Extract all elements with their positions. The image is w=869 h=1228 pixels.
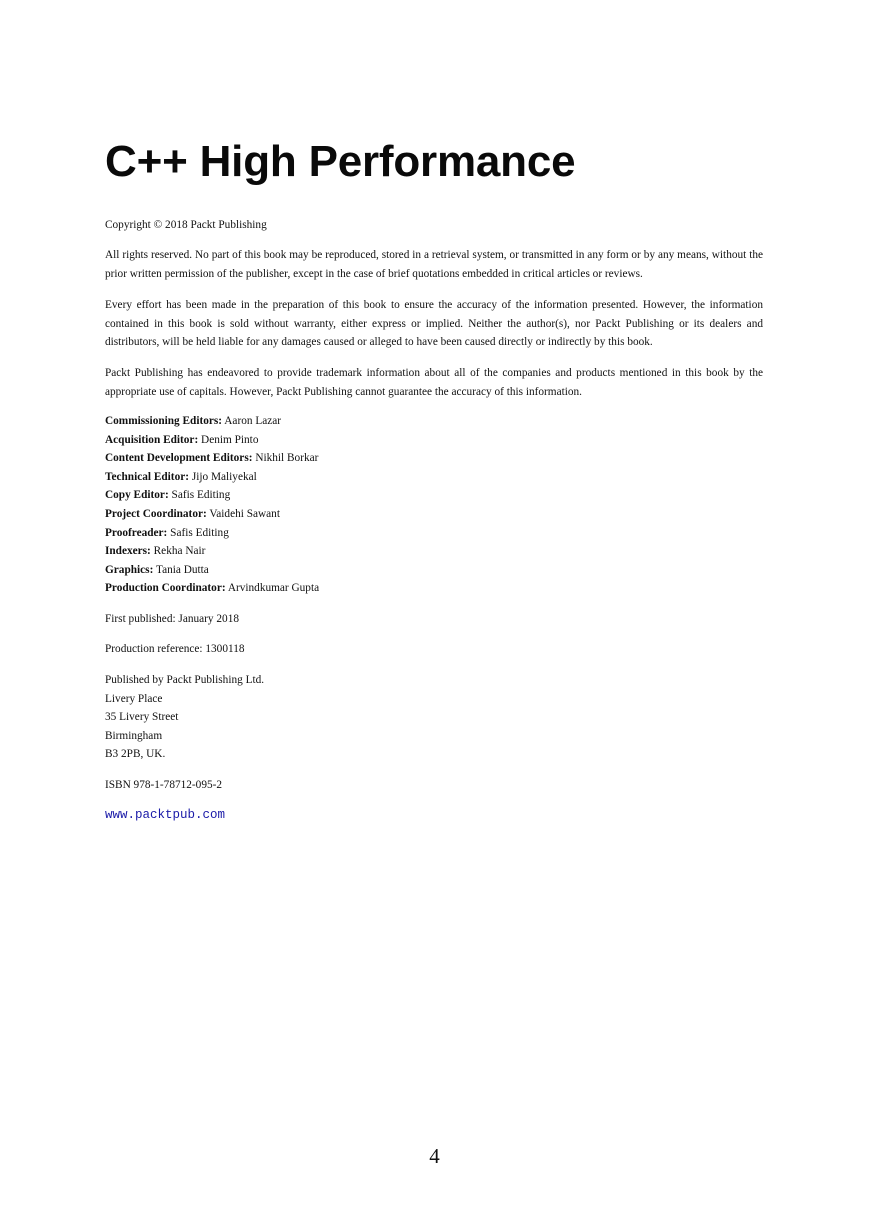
credit-item [105, 579, 763, 598]
credit-item [105, 412, 763, 431]
credit-name: Arvindkumar Gupta [227, 582, 320, 595]
credit-role: Commissioning Editors: [105, 415, 223, 427]
isbn: ISBN 978-1-78712-095-2 [105, 779, 223, 791]
disclaimer-paragraph: Every effort has been made in the preparation of this book to ensure the accuracy of the information presented. However, the information contained in this book is sold without warranty, either express or implied. Neither the author(s), nor Packt Publishing or its dealers and distributors, will be held liable for any damages caused or alleged to have been caused directly or indirectly by this book. [105, 299, 763, 348]
credit-name: Safis Editing [170, 526, 229, 539]
publisher-address [105, 671, 264, 764]
credit-name: Jijo Maliyekal [191, 470, 257, 483]
address-line: Birmingham [105, 729, 163, 742]
credit-item [105, 431, 763, 450]
address-line: Published by Packt Publishing Ltd. [105, 674, 265, 686]
website-link[interactable]: www.packtpub.com [105, 808, 226, 822]
page-number: 4 [429, 1144, 440, 1168]
credit-role: Proofreader: [105, 526, 168, 539]
credit-item [105, 524, 763, 543]
credit-item [105, 505, 763, 524]
credit-role: Technical Editor: [105, 470, 189, 483]
credit-role: Project Coordinator: [105, 507, 207, 520]
credit-role: Production Coordinator: [105, 582, 226, 595]
credit-name: Tania Dutta [155, 563, 209, 576]
copyright-notice: Copyright © 2018 Packt Publishing [105, 219, 267, 231]
credit-role: Copy Editor: [105, 489, 169, 502]
credit-item [105, 561, 763, 580]
address-line: Livery Place [105, 692, 163, 705]
credit-name: Rekha Nair [153, 545, 206, 558]
credit-role: Acquisition Editor: [105, 433, 199, 446]
book-title: C++ High Performance [105, 137, 576, 186]
trademark-paragraph: Packt Publishing has endeavored to provide trademark information about all of the companies and products mentioned in this book by the appropriate use of capitals. However, Packt Publishing cannot guarantee the accuracy of this information. [105, 367, 763, 398]
credit-item [105, 468, 763, 487]
credit-name: Safis Editing [171, 489, 231, 502]
production-reference: Production reference: 1300118 [105, 643, 245, 655]
credit-name: Vaidehi Sawant [209, 507, 280, 520]
credit-item [105, 486, 763, 505]
credit-item [105, 449, 763, 468]
address-line: B3 2PB, UK. [105, 748, 166, 761]
credit-role: Indexers: [105, 545, 151, 558]
credit-role: Graphics: [105, 563, 154, 576]
credits-list [105, 412, 763, 598]
credit-name: Nikhil Borkar [255, 452, 319, 465]
rights-reserved-paragraph: All rights reserved. No part of this book may be reproduced, stored in a retrieval system, or transmitted in any form or by any means, without the prior written permission of the publisher, except in the case of brief quotations embedded in critical articles or reviews. [105, 249, 763, 280]
credit-role: Content Development Editors: [105, 452, 253, 465]
address-line: 35 Livery Street [105, 711, 179, 724]
first-published: First published: January 2018 [105, 613, 239, 625]
credit-name: Denim Pinto [201, 433, 259, 446]
credit-name: Aaron Lazar [224, 415, 282, 427]
credit-item [105, 542, 763, 561]
